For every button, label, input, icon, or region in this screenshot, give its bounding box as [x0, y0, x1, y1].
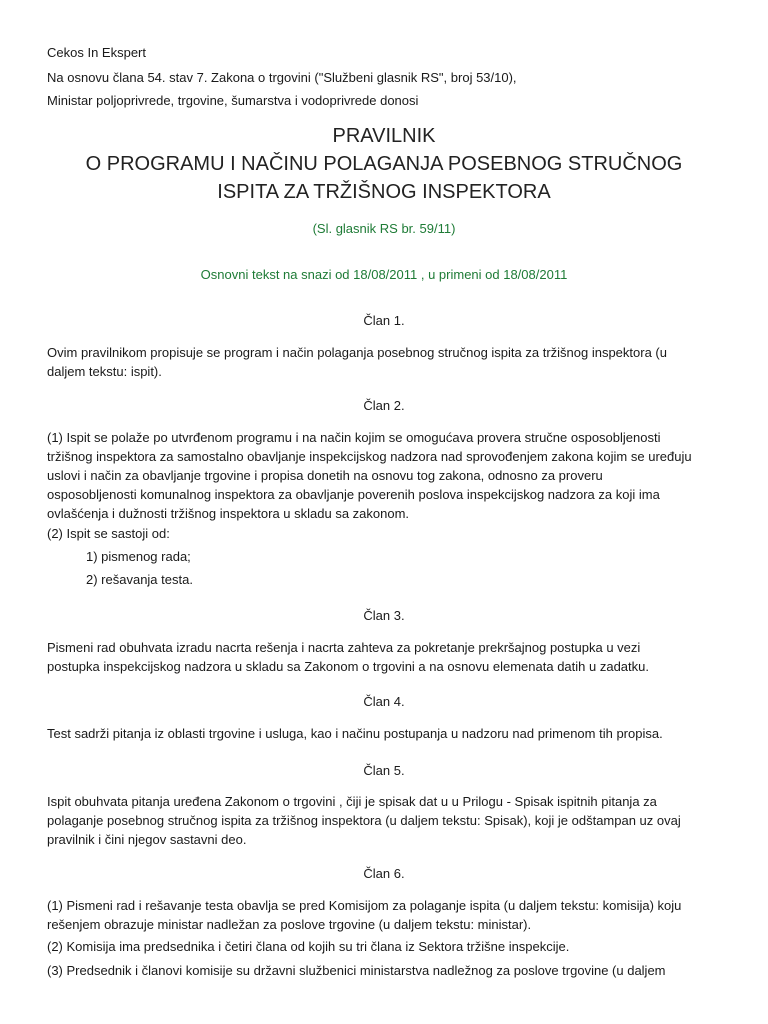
article-5-line: pravilnik i čini njegov sastavni deo. — [47, 832, 247, 847]
list-item: 1) pismenog rada; — [86, 549, 191, 564]
article-6-paragraph-3: (3) Predsednik i članovi komisije su državni službenici ministarstva nadležnog za poslove trgovine (u daljem — [47, 963, 666, 978]
article-6-line: rešenjem obrazuje ministar nadležan za poslove trgovine (u daljem tekstu: ministar). — [47, 917, 532, 932]
article-1-text — [47, 343, 727, 381]
article-3-line: Pismeni rad obuhvata izradu nacrta rešenja i nacrta zahteva za pokretanje prekršajnog postupka u vezi — [47, 640, 641, 655]
list-item: 2) rešavanja testa. — [86, 572, 193, 587]
article-4-text — [47, 724, 727, 743]
article-5-line: Ispit obuhvata pitanja uređena Zakonom o trgovini , čiji je spisak dat u u Prilogu - Spisak ispitnih pitanja za — [47, 794, 657, 809]
article-6-line: (1) Pismeni rad i rešavanje testa obavlja se pred Komisijom za polaganje ispita (u daljem tekstu: komisija) koju — [47, 898, 682, 913]
validity-note: Osnovni tekst na snazi od 18/08/2011 , u primeni od 18/08/2011 — [200, 267, 568, 282]
document-title-line-2: O PROGRAMU I NAČINU POLAGANJA POSEBNOG STRUČNOG — [85, 153, 683, 175]
article-2-text — [47, 428, 727, 523]
article-1-line: daljem tekstu: ispit). — [47, 364, 162, 379]
article-4-heading: Član 4. — [363, 694, 405, 709]
article-2-line: osposobljenosti komunalnog inspektora za obavljanje poverenih poslova inspekcijskog nadzora za koji ima — [47, 487, 660, 502]
article-2-line: (1) Ispit se polaže po utvrđenom programu i na način kojim se omogućava provera stručne osposobljenosti — [47, 430, 661, 445]
article-5-text — [47, 792, 727, 849]
document-title-line-3: ISPITA ZA TRŽIŠNOG INSPEKTORA — [217, 181, 551, 203]
document-title-line-1: PRAVILNIK — [332, 125, 436, 147]
article-3-text — [47, 638, 727, 676]
article-2-line: uslovi i način za obavljanje trgovine i propisa donetih na osnovu tog zakona, odnosno za proveru — [47, 468, 603, 483]
article-6-paragraph-1 — [47, 896, 727, 934]
article-1-heading: Član 1. — [363, 313, 405, 328]
article-3-heading: Član 3. — [363, 608, 405, 623]
article-5-heading: Član 5. — [363, 763, 405, 778]
article-2-line: tržišnog inspektora za samostalno obavljanje inspekcijskog nadzora nad sprovođenjem zakona kojim se uređuju — [47, 449, 692, 464]
article-2-heading: Član 2. — [363, 398, 405, 413]
gazette-reference: (Sl. glasnik RS br. 59/11) — [312, 221, 456, 236]
publisher-name: Cekos In Ekspert — [47, 45, 146, 60]
legal-basis: Na osnovu člana 54. stav 7. Zakona o trgovini ("Službeni glasnik RS", broj 53/10), — [47, 70, 517, 85]
article-2-sub-intro: (2) Ispit se sastoji od: — [47, 526, 170, 541]
article-1-line: Ovim pravilnikom propisuje se program i način polaganja posebnog stručnog ispita za tržišnog inspektora (u — [47, 345, 667, 360]
article-6-heading: Član 6. — [363, 866, 405, 881]
issuer-statement: Ministar poljoprivrede, trgovine, šumarstva i vodoprivrede donosi — [47, 93, 419, 108]
article-5-line: polaganje posebnog stručnog ispita za tržišnog inspektora (u daljem tekstu: Spisak), koji je odštampan uz ovaj — [47, 813, 681, 828]
article-6-paragraph-2: (2) Komisija ima predsednika i četiri člana od kojih su tri člana iz Sektora tržišne inspekcije. — [47, 939, 570, 954]
article-3-line: postupka inspekcijskog nadzora u skladu sa Zakonom o trgovini a na osnovu elemenata datih u zadatku. — [47, 659, 649, 674]
article-2-line: ovlašćenja i dužnosti tržišnog inspektora u skladu sa zakonom. — [47, 506, 410, 521]
article-4-line: Test sadrži pitanja iz oblasti trgovine i usluga, kao i načinu postupanja u nadzoru nad primenom tih propisa. — [47, 726, 663, 741]
